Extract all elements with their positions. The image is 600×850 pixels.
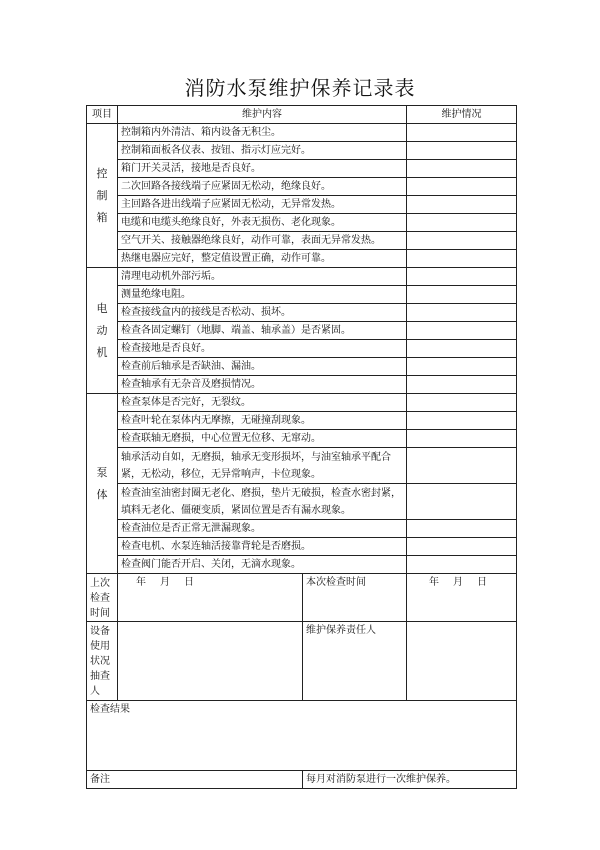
check-time-row xyxy=(87,574,517,622)
table-row xyxy=(87,412,517,430)
status-cell[interactable] xyxy=(407,322,517,340)
table-row xyxy=(87,430,517,448)
item-text: 检查叶轮在泵体内无摩擦，无碰撞刮现象。 xyxy=(118,412,407,430)
page-title: 消防水泵维护保养记录表 xyxy=(184,76,416,100)
result-field[interactable] xyxy=(87,701,517,771)
result-label: 检查结果 xyxy=(90,704,130,715)
table-row xyxy=(87,178,517,196)
status-cell[interactable] xyxy=(407,430,517,448)
status-cell[interactable] xyxy=(407,160,517,178)
table-row xyxy=(87,250,517,268)
table-row xyxy=(87,214,517,232)
status-cell[interactable] xyxy=(407,250,517,268)
usage-value[interactable] xyxy=(118,622,303,701)
group-motor: 电 动 机 xyxy=(87,268,118,394)
status-cell[interactable] xyxy=(407,412,517,430)
item-text: 轴承活动自如，无磨损，轴承无变形损坏，与油室轴承平配合紧，无松动，移位，无异常响声，卡位现象。 xyxy=(118,448,407,484)
remark-label: 备注 xyxy=(87,771,303,789)
group-control-box: 控 制 箱 xyxy=(87,124,118,268)
status-cell[interactable] xyxy=(407,448,517,484)
status-cell[interactable] xyxy=(407,124,517,142)
item-text: 检查电机、水泵连轴活接靠背轮是否磨损。 xyxy=(118,538,407,556)
status-cell[interactable] xyxy=(407,142,517,160)
item-text: 检查联轴无磨损，中心位置无位移、无窜动。 xyxy=(118,430,407,448)
item-text: 电缆和电缆头绝缘良好，外表无损伤、老化现象。 xyxy=(118,214,407,232)
table-row xyxy=(87,196,517,214)
item-text: 清理电动机外部污垢。 xyxy=(118,268,407,286)
status-cell[interactable] xyxy=(407,304,517,322)
header-status: 维护情况 xyxy=(407,106,517,124)
status-cell[interactable] xyxy=(407,232,517,250)
table-row xyxy=(87,322,517,340)
header-row xyxy=(87,106,517,124)
item-text: 主回路各进出线端子应紧固无松动，无异常发热。 xyxy=(118,196,407,214)
table-row xyxy=(87,484,517,520)
status-cell[interactable] xyxy=(407,268,517,286)
status-cell[interactable] xyxy=(407,376,517,394)
table-row xyxy=(87,538,517,556)
table-row xyxy=(87,232,517,250)
status-cell[interactable] xyxy=(407,196,517,214)
maintenance-record-table xyxy=(86,105,517,789)
item-text: 测量绝缘电阻。 xyxy=(118,286,407,304)
table-row xyxy=(87,340,517,358)
responsible-value[interactable] xyxy=(407,622,517,701)
item-text: 检查油位是否正常无泄漏现象。 xyxy=(118,520,407,538)
item-text: 热继电器应完好，整定值设置正确，动作可靠。 xyxy=(118,250,407,268)
table-row xyxy=(87,142,517,160)
status-cell[interactable] xyxy=(407,484,517,520)
last-check-label: 上次 检查 时间 xyxy=(87,574,118,622)
item-text: 二次回路各接线端子应紧固无松动，绝缘良好。 xyxy=(118,178,407,196)
table-row xyxy=(87,268,517,286)
status-cell[interactable] xyxy=(407,340,517,358)
status-cell[interactable] xyxy=(407,358,517,376)
item-text: 检查轴承有无杂音及磨损情况。 xyxy=(118,376,407,394)
item-text: 检查接线盒内的接线是否松动、损坏。 xyxy=(118,304,407,322)
status-cell[interactable] xyxy=(407,178,517,196)
item-text: 控制箱内外清洁、箱内设备无积尘。 xyxy=(118,124,407,142)
item-text: 检查阀门能否开启、关闭，无滴水现象。 xyxy=(118,556,407,574)
item-text: 空气开关、接触器绝缘良好，动作可靠，表面无异常发热。 xyxy=(118,232,407,250)
this-check-label: 本次检查时间 xyxy=(303,574,407,622)
remark-row xyxy=(87,771,517,789)
item-text: 检查泵体是否完好，无裂纹。 xyxy=(118,394,407,412)
last-check-date[interactable]: 年 月 日 xyxy=(118,574,303,622)
status-cell[interactable] xyxy=(407,214,517,232)
table-row xyxy=(87,160,517,178)
table-row xyxy=(87,124,517,142)
status-cell[interactable] xyxy=(407,556,517,574)
status-cell[interactable] xyxy=(407,538,517,556)
remark-text: 每月对消防泵进行一次维护保养。 xyxy=(303,771,517,789)
status-cell[interactable] xyxy=(407,394,517,412)
item-text: 检查各固定螺钉（地脚、端盖、轴承盖）是否紧固。 xyxy=(118,322,407,340)
table-row xyxy=(87,394,517,412)
item-text: 检查接地是否良好。 xyxy=(118,340,407,358)
item-text: 检查前后轴承是否缺油、漏油。 xyxy=(118,358,407,376)
item-text: 控制箱面板各仪表、按钮、指示灯应完好。 xyxy=(118,142,407,160)
header-item: 项目 xyxy=(87,106,118,124)
header-content: 维护内容 xyxy=(118,106,407,124)
table-row xyxy=(87,520,517,538)
item-text: 箱门开关灵活，接地是否良好。 xyxy=(118,160,407,178)
table-row xyxy=(87,358,517,376)
responsible-label: 维护保养责任人 xyxy=(303,622,407,701)
this-check-date[interactable]: 年 月 日 xyxy=(407,574,517,622)
table-row xyxy=(87,556,517,574)
usage-row xyxy=(87,622,517,701)
status-cell[interactable] xyxy=(407,286,517,304)
item-text: 检查油室油密封圈无老化、磨损，垫片无破损，检查水密封紧，填料无老化、僵硬变质，紧固位置是否有漏水现象。 xyxy=(118,484,407,520)
table-row xyxy=(87,376,517,394)
result-row xyxy=(87,701,517,771)
status-cell[interactable] xyxy=(407,520,517,538)
table-row xyxy=(87,304,517,322)
group-pump-body: 泵 体 xyxy=(87,394,118,574)
table-row xyxy=(87,448,517,484)
usage-label: 设备 使用 状况 抽查 人 xyxy=(87,622,118,701)
table-row xyxy=(87,286,517,304)
